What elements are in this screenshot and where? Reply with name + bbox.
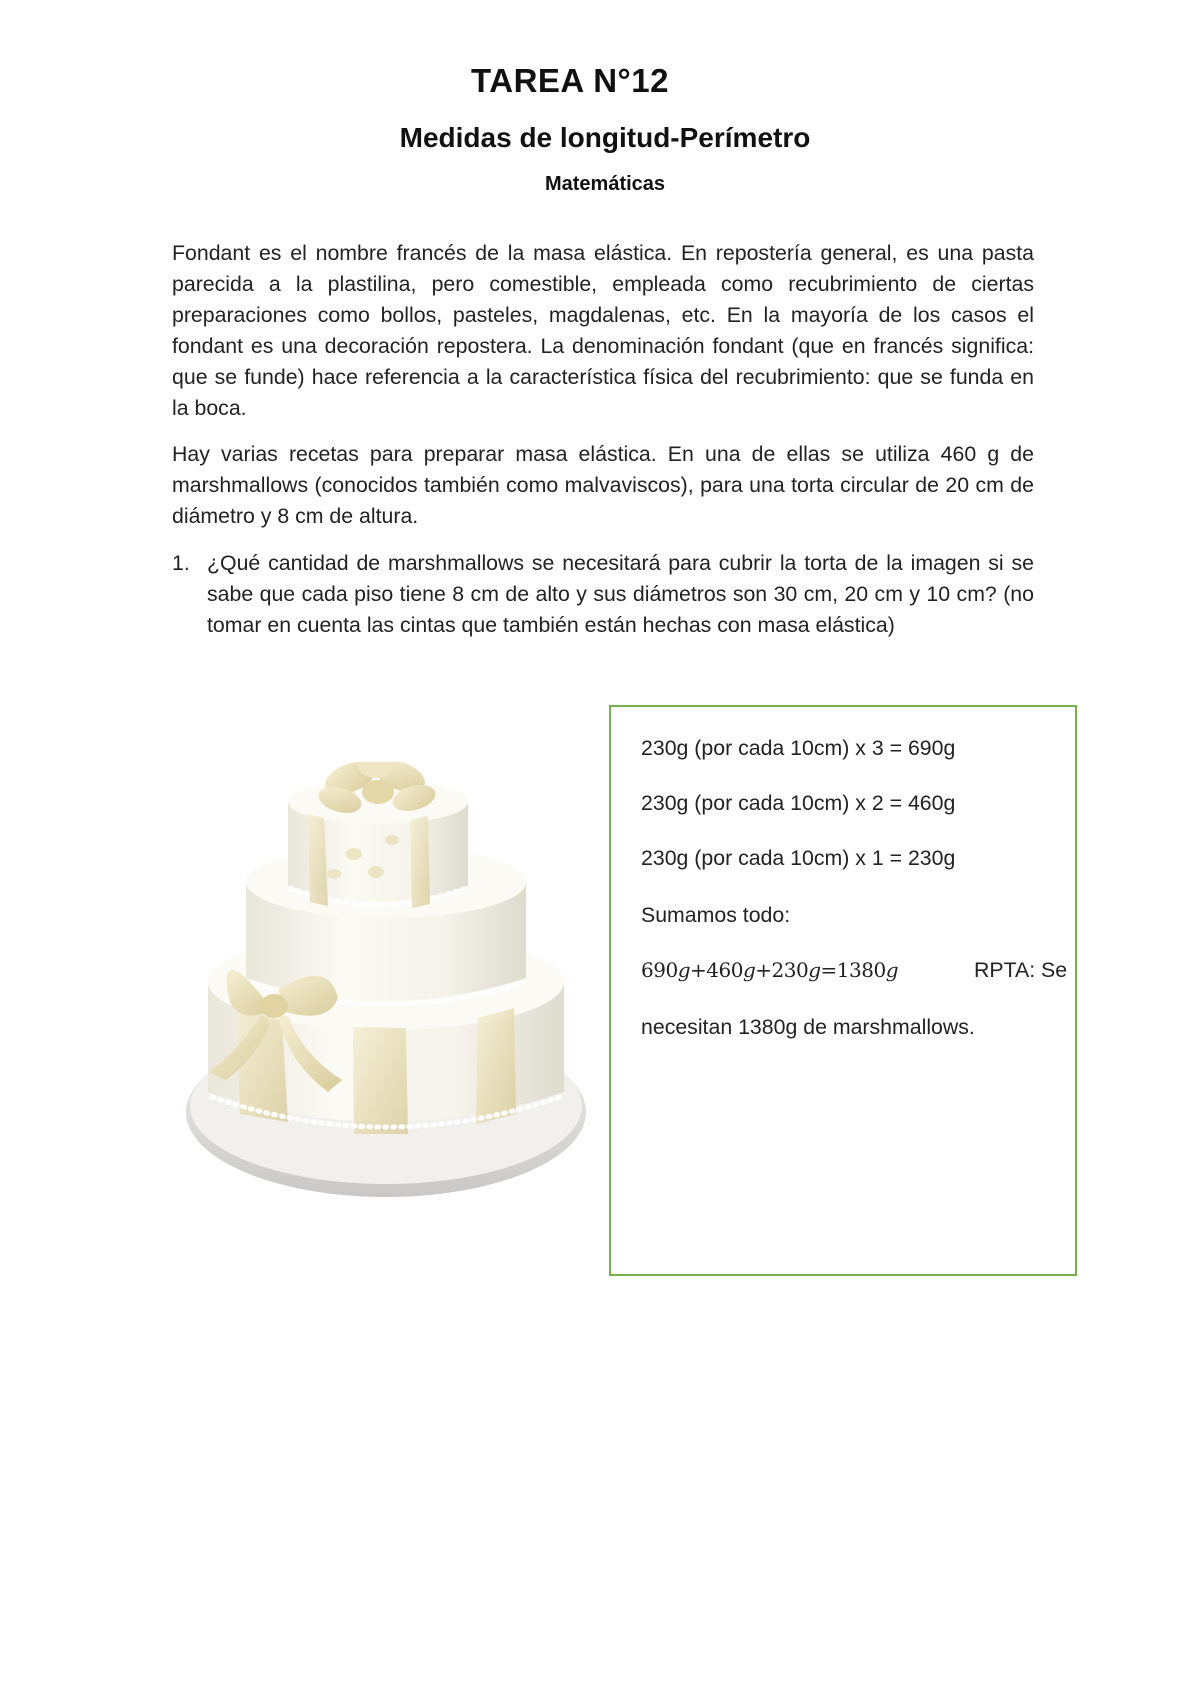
rpta-label: RPTA: Se <box>974 958 1068 982</box>
cake-image <box>178 762 598 1210</box>
question-item <box>172 548 1034 641</box>
question-text: ¿Qué cantidad de marshmallows se necesitará para cubrir la torta de la imagen si se sabe que cada piso tiene 8 cm de alto y sus diámetros son 30 cm, 20 cm y 10 cm? (no tomar en cuenta las cintas que también están hechas con masa elástica) <box>207 551 1034 637</box>
subject-label: Matemáticas <box>544 173 666 195</box>
question-number: 1. <box>172 551 190 575</box>
answer-line-1: 230g (por cada 10cm) x 3 = 690g <box>641 736 956 760</box>
page-subtitle: Medidas de longitud-Perímetro <box>399 122 811 153</box>
page-title: TAREA N°12 <box>471 62 669 99</box>
sum-equation: 690g+460g+230g=1380g <box>641 958 899 982</box>
intro-paragraph: Fondant es el nombre francés de la masa elástica. En repostería general, es una pasta parecida a la plastilina, pero comestible, empleada como recubrimiento de ciertas preparaciones como bollos, pasteles, magdalenas, etc. En la mayoría de los casos el fondant es una decoración repostera. La denominación fondant (que en francés significa: que se funde) hace referencia a la característica física del recubrimiento: que se funda en la boca. <box>172 241 1034 420</box>
answer-line-2: 230g (por cada 10cm) x 2 = 460g <box>641 791 956 815</box>
recipe-paragraph: Hay varias recetas para preparar masa elástica. En una de ellas se utiliza 460 g de marshmallows (conocidos también como malvaviscos), para una torta circular de 20 cm de diámetro y 8 cm de altura. <box>172 442 1034 528</box>
answer-line-3: 230g (por cada 10cm) x 1 = 230g <box>641 846 956 870</box>
answer-line-6: necesitan 1380g de marshmallows. <box>641 1015 975 1039</box>
answer-line-4: Sumamos todo: <box>641 903 791 927</box>
